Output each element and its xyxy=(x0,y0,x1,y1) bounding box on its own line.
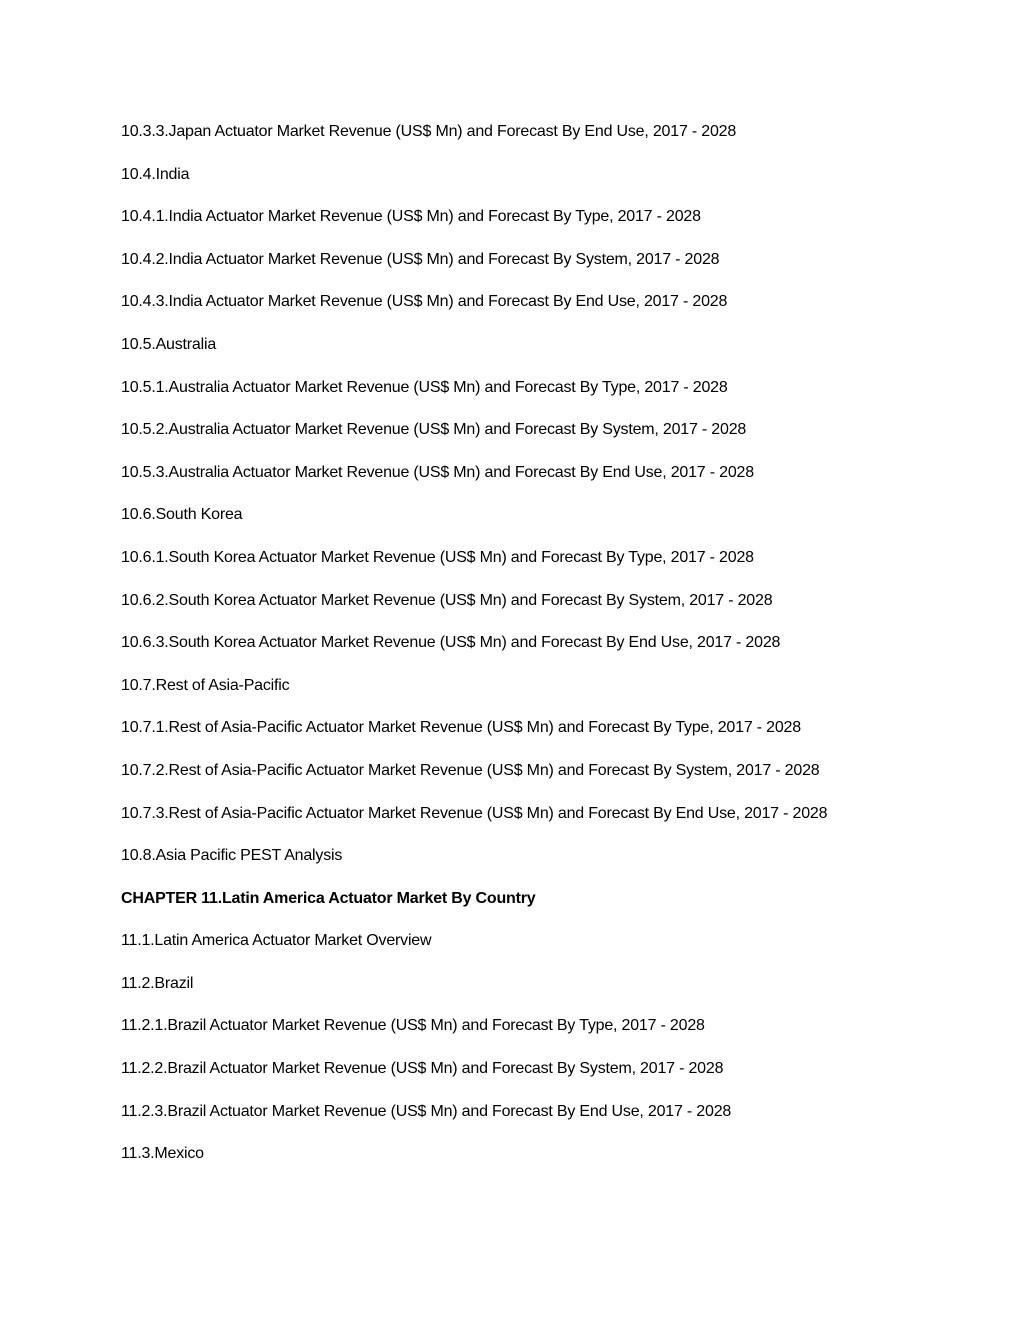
toc-section-heading: 11.2.Brazil xyxy=(121,974,194,992)
toc-entry: 10.6.1.South Korea Actuator Market Revenue (US$ Mn) and Forecast By Type, 2017 - 2028 xyxy=(121,548,754,566)
toc-entry: 11.2.2.Brazil Actuator Market Revenue (US$ Mn) and Forecast By System, 2017 - 2028 xyxy=(121,1060,724,1078)
toc-entry: 10.4.3.India Actuator Market Revenue (US$ Mn) and Forecast By End Use, 2017 - 2028 xyxy=(121,293,728,311)
toc-section-heading: 11.1.Latin America Actuator Market Overview xyxy=(121,932,432,950)
toc-section-heading: 11.3.Mexico xyxy=(121,1145,204,1163)
chapter-heading: CHAPTER 11.Latin America Actuator Market By Country xyxy=(121,889,536,907)
toc-entry: 10.3.3.Japan Actuator Market Revenue (US$ Mn) and Forecast By End Use, 2017 - 2028 xyxy=(121,123,737,140)
toc-entry: 10.5.1.Australia Actuator Market Revenue (US$ Mn) and Forecast By Type, 2017 - 2028 xyxy=(121,378,728,396)
toc-entry: 10.5.3.Australia Actuator Market Revenue (US$ Mn) and Forecast By End Use, 2017 - 2028 xyxy=(121,463,754,481)
toc-entry: 10.6.2.South Korea Actuator Market Revenue (US$ Mn) and Forecast By System, 2017 - 2028 xyxy=(121,591,773,609)
table-of-contents xyxy=(121,119,981,1184)
toc-section-heading: 10.8.Asia Pacific PEST Analysis xyxy=(121,847,343,865)
toc-entry: 10.7.1.Rest of Asia-Pacific Actuator Market Revenue (US$ Mn) and Forecast By Type, 2017 - 2028 xyxy=(121,719,801,737)
toc-section-heading: 10.6.South Korea xyxy=(121,506,243,524)
toc-entry: 11.2.1.Brazil Actuator Market Revenue (US$ Mn) and Forecast By Type, 2017 - 2028 xyxy=(121,1017,705,1035)
toc-section-heading: 10.4.India xyxy=(121,165,190,183)
toc-entry: 10.7.3.Rest of Asia-Pacific Actuator Market Revenue (US$ Mn) and Forecast By End Use, 2017 - 2028 xyxy=(121,804,828,822)
toc-entry: 11.2.3.Brazil Actuator Market Revenue (US$ Mn) and Forecast By End Use, 2017 - 2028 xyxy=(121,1102,732,1120)
toc-entry: 10.4.1.India Actuator Market Revenue (US$ Mn) and Forecast By Type, 2017 - 2028 xyxy=(121,208,701,226)
toc-section-heading: 10.7.Rest of Asia-Pacific xyxy=(121,676,290,694)
toc-entry: 10.5.2.Australia Actuator Market Revenue (US$ Mn) and Forecast By System, 2017 - 2028 xyxy=(121,421,747,439)
toc-section-heading: 10.5.Australia xyxy=(121,335,217,353)
toc-entry: 10.7.2.Rest of Asia-Pacific Actuator Market Revenue (US$ Mn) and Forecast By System, 2017 - 2028 xyxy=(121,761,820,779)
toc-entry: 10.6.3.South Korea Actuator Market Revenue (US$ Mn) and Forecast By End Use, 2017 - 2028 xyxy=(121,634,781,652)
toc-entry: 10.4.2.India Actuator Market Revenue (US$ Mn) and Forecast By System, 2017 - 2028 xyxy=(121,250,720,268)
